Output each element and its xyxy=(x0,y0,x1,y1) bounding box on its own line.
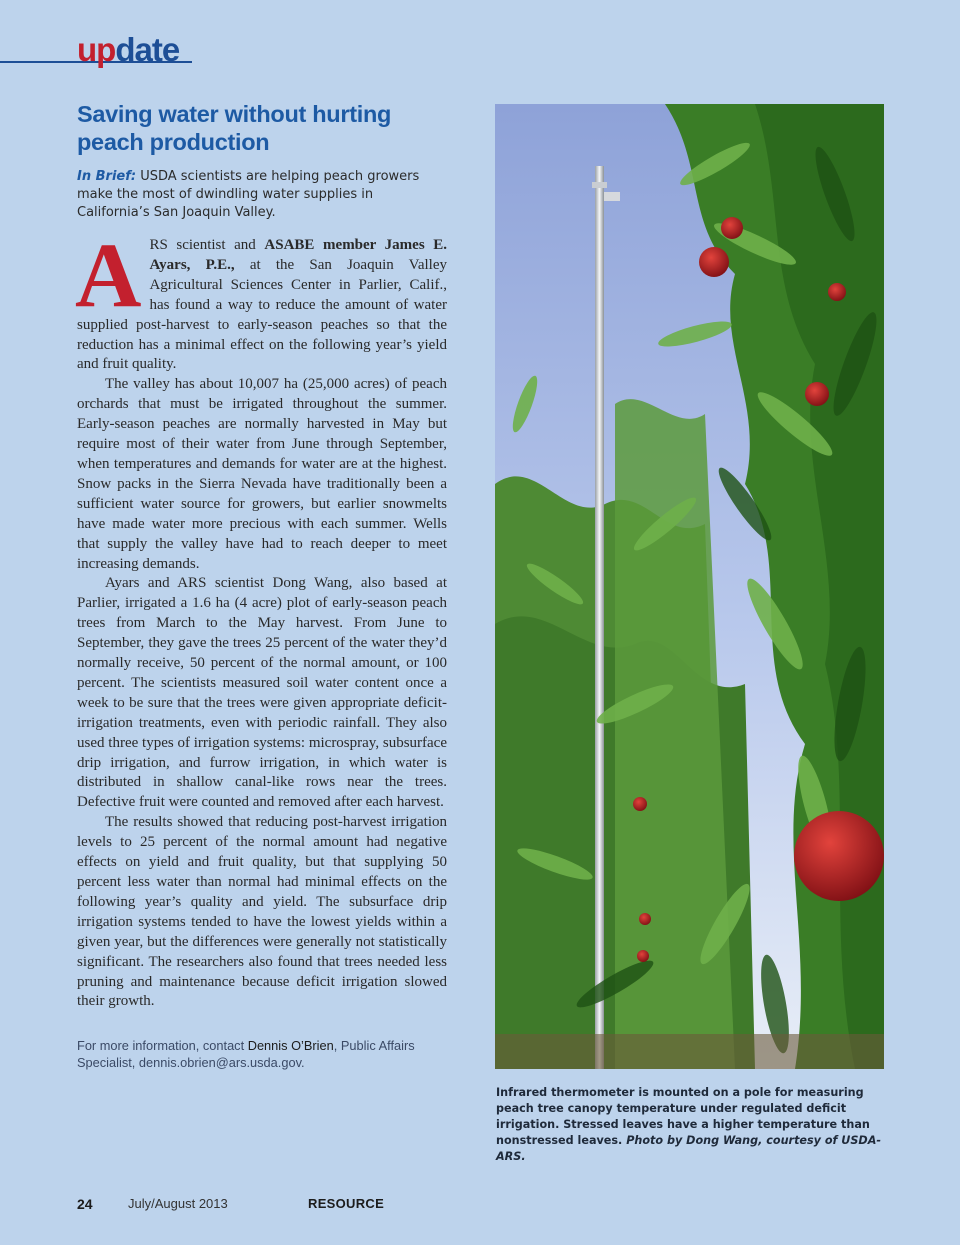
contact-lead: For more information, contact xyxy=(77,1038,248,1053)
peach xyxy=(637,950,649,962)
page-number: 24 xyxy=(77,1196,93,1212)
masthead-up: up xyxy=(77,31,116,68)
contact-rest: , Public Affairs Specialist, dennis.obrien@ars.usda.gov. xyxy=(77,1038,415,1070)
peach-orchard-photo xyxy=(495,104,884,1069)
peach xyxy=(721,217,743,239)
caption-text: Infrared thermometer is mounted on a pole for measuring peach tree canopy temperature under regulated deficit irrigation. Stressed leaves have a higher temperature than nonstressed leaves. xyxy=(496,1086,870,1147)
peach xyxy=(699,247,729,277)
paragraph-1 xyxy=(75,224,448,375)
article-body xyxy=(75,224,448,1012)
in-brief xyxy=(77,168,447,222)
photo-caption xyxy=(496,1085,888,1165)
peach xyxy=(639,913,651,925)
peach xyxy=(805,382,829,406)
p1-rest: at the San Joaquin Valley Agricultural Sciences Center in Parlier, Calif., has found a way to reduce the amount of water supplied post-harvest to early-season peaches so that the reduction has a minimal effect on the following year’s yield and fruit quality. xyxy=(77,256,447,373)
article-headline xyxy=(77,100,457,156)
peach xyxy=(633,797,647,811)
page-footer xyxy=(0,1196,960,1216)
peach xyxy=(828,283,846,301)
p1-bold: ASABE member James E. Ayars, P.E., xyxy=(149,237,448,273)
issue-date: July/August 2013 xyxy=(128,1196,228,1211)
p1-lead: RS scientist and xyxy=(149,237,265,253)
masthead-title xyxy=(77,30,179,70)
in-brief-label: In Brief: xyxy=(77,169,137,184)
drop-cap: A xyxy=(75,224,142,326)
in-brief-text: USDA scientists are helping peach growers make the most of dwindling water supplies in California’s San Joaquin Valley. xyxy=(77,169,420,220)
headline-line-1: Saving water without hurting xyxy=(77,101,392,127)
orchard-illustration xyxy=(495,104,884,1069)
paragraph-3: Ayars and ARS scientist Dong Wang, also based at Parlier, irrigated a 1.6 ha (4 acre) plot of early-season peach trees from March to the May harvest. From June to September, they gave the trees 25 percent of the water they’d normally receive, 50 percent of the normal amount, or 100 percent. The scientists measured soil water content once a week to be sure that the trees were given appropriate deficit-irrigation treatments, even with periodic rainfall. They also used three types of irrigation systems: microspray, subsurface drip irrigation, and furrow irrigation, in which water is distributed in shallow canal-like rows near the trees. Defective fruit were counted and removed after each harvest. xyxy=(77,575,447,811)
photo-credit: Photo by Dong Wang, courtesy of USDA-ARS. xyxy=(496,1134,882,1163)
magazine-name: RESOURCE xyxy=(308,1196,385,1211)
headline-line-2: peach production xyxy=(77,129,270,155)
paragraph-2: The valley has about 10,007 ha (25,000 acres) of peach orchards that must be irrigated throughout the summer. Early-season peaches are normally harvested in May but require most of their water from June through September, when temperatures and demands for water are at the highest. Snow packs in the Sierra Nevada have traditionally been a sufficient water source for growers, but earlier snowmelts have made water more precious with each summer. Wells that supply the valley have had to reach deeper to meet increasing demands. xyxy=(77,376,447,572)
section-masthead xyxy=(0,30,200,74)
paragraph-4: The results showed that reducing post-harvest irrigation levels to 25 percent of the normal amount had negative effects on yield and fruit quality, but that supplying 50 percent less water than normal had minimal effects on the following year’s quality and yield. The subsurface drip irrigation systems tended to have the lowest yields within a given year, but the differences were generally not statistically significant. The researchers also found that trees needed less pruning and maintenance because deficit irrigation slowed their growth. xyxy=(77,814,447,1010)
contact-name: Dennis O’Brien xyxy=(247,1038,334,1053)
contact-info xyxy=(77,1038,449,1071)
peach xyxy=(794,811,884,901)
masthead-date: date xyxy=(115,31,180,68)
